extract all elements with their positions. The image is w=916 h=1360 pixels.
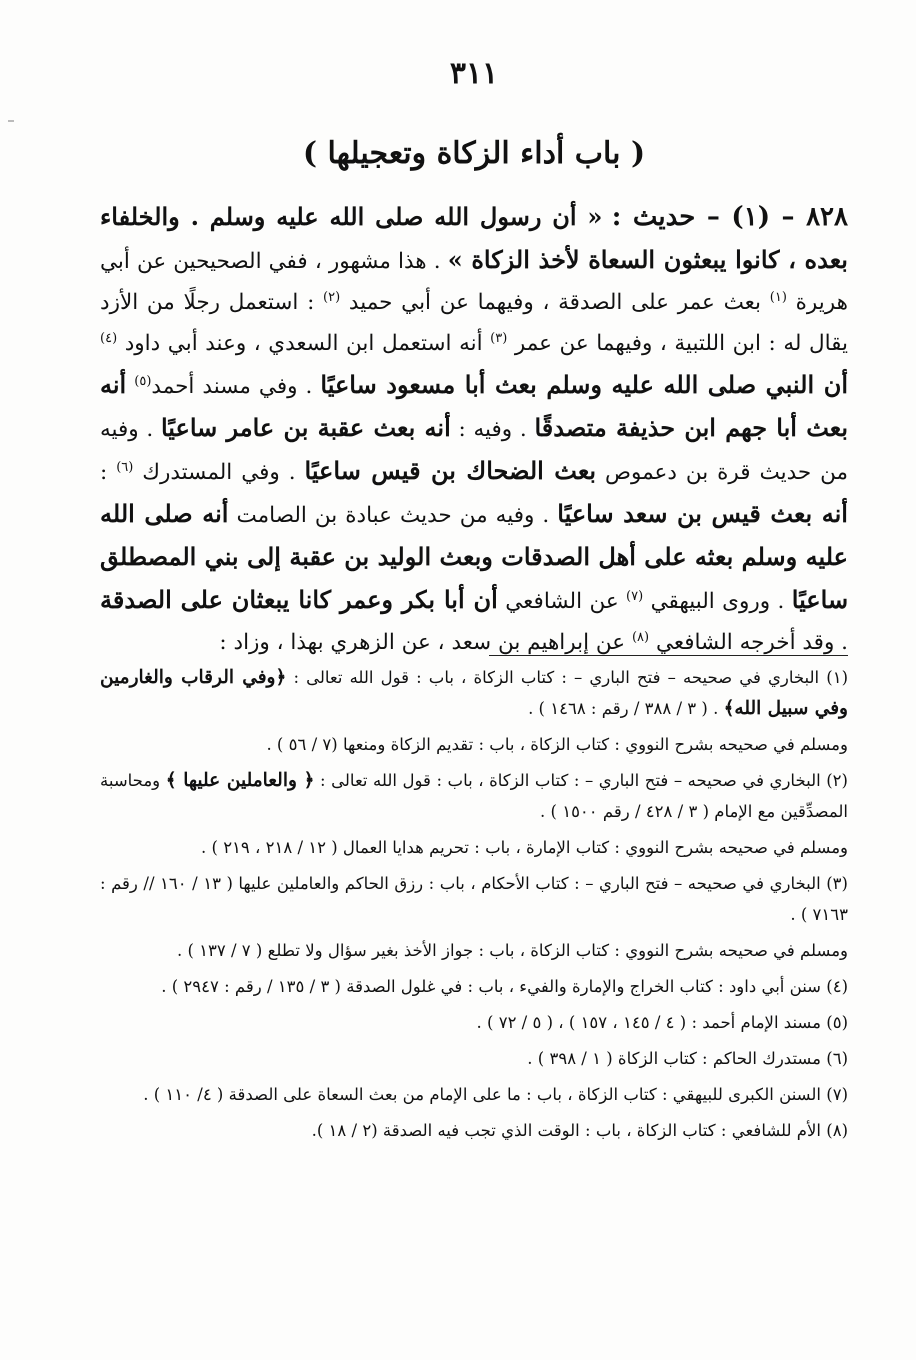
quran-quote: ﴿ والعاملين عليها ﴾ <box>165 770 315 791</box>
quran-quote: ﴿وفي الرقاب والغارمين وفي سبيل الله﴾ <box>100 667 848 719</box>
text-segment: . وفيه من حديث عبادة بن الصامت <box>236 503 550 528</box>
main-text <box>100 196 848 663</box>
page-number: ٣١١ <box>449 56 499 91</box>
hadith-paragraph <box>100 196 848 663</box>
text-segment: . هذا مشهور ، ففي الصحيحين عن أبي هريرة <box>100 249 848 315</box>
footnote-ref-2[interactable]: (٢) <box>323 289 341 305</box>
footnote-2-cont: ومسلم في صحيحه بشرح النووي : كتاب الإمارة ، باب : تحريم هدايا العمال ( ١٢ / ٢١٨ ، ٢١٩ ) . <box>201 838 848 857</box>
footnote-ref-7[interactable]: (٧) <box>626 588 644 604</box>
bold-quote: أن أبا بكر وعمر كانا يبعثان على الصدقة <box>100 585 498 614</box>
footnote-3-cont: ومسلم في صحيحه بشرح النووي : كتاب الزكاة ، باب : جواز الأخذ بغير سؤال ولا تطلع ( ٧ / ١٣٧ ) . <box>176 941 848 960</box>
footnote-5: (٥) مسند الإمام أحمد : ( ٤ / ١٤٥ ، ١٥٧ ) ، ( ٥ / ٧٢ ) . <box>476 1013 848 1032</box>
text-segment: . وفي مسند أحمد <box>151 374 313 399</box>
footnote-6: (٦) مستدرك الحاكم : كتاب الزكاة ( ١ / ٣٩٨ ) . <box>527 1049 848 1068</box>
footnote-divider <box>489 655 848 656</box>
bold-quote: أن النبي صلى الله عليه وسلم بعث أبا مسعود ساعيًا <box>320 370 848 399</box>
bold-quote: أنه بعث قيس بن سعد ساعيًا <box>557 499 848 528</box>
text-segment: عن الشافعي <box>505 589 619 614</box>
footnote-1-cont: ومسلم في صحيحه بشرح النووي : كتاب الزكاة ، باب : تقديم الزكاة ومنعها (٧ / ٥٦ ) . <box>266 735 848 754</box>
footnote-4: (٤) سنن أبي داود : كتاب الخراج والإمارة والفيء ، باب : في غلول الصدقة ( ٣ / ١٣٥ / رقم : ٢٩٤٧ ) . <box>161 977 848 996</box>
text-segment: بعث عمر على الصدقة ، وفيهما عن أبي حميد <box>348 290 762 315</box>
footnote-ref-1[interactable]: (١) <box>769 289 787 305</box>
footnote-text: (١) البخاري في صحيحه – فتح الباري – : كتاب الزكاة ، باب : قول الله تعالى : <box>293 668 848 687</box>
footnote-ref-6[interactable]: (٦) <box>116 459 134 475</box>
scan-speck <box>8 120 14 122</box>
footnote-ref-5[interactable]: (٥) <box>134 373 152 389</box>
text-segment: . وفيه : <box>458 417 527 442</box>
hadith-quote: « أن رسول الله صلى الله عليه وسلم . والخلفاء بعده ، كانوا يبعثون السعاة لأخذ الزكاة » <box>100 202 848 274</box>
text-segment: . وفيه من حديث قرة بن دعموص <box>100 417 848 485</box>
footnote-text: . ( ٣ / ٣٨٨ / رقم : ١٤٦٨ ) . <box>528 699 719 718</box>
footnotes <box>100 662 848 1151</box>
footnote-ref-3[interactable]: (٣) <box>490 330 508 346</box>
text-segment: عن إبراهيم بن سعد ، عن الزهري بهذا ، وزاد : <box>219 630 626 655</box>
footnote-1 <box>100 662 848 724</box>
book-page <box>100 0 848 1360</box>
text-segment: . وفي المستدرك <box>142 460 296 485</box>
text-segment: . وقد أخرجه الشافعي <box>655 630 848 655</box>
bold-quote: أنه بعث أبا جهم ابن حذيفة متصدقًا <box>100 370 849 442</box>
footnote-3: (٣) البخاري في صحيحه – فتح الباري – : كتاب الأحكام ، باب : رزق الحاكم والعاملين عليها ( ١٣ / ١٦٠ // رقم : ٧١٦٣ ) . <box>100 874 848 924</box>
text-segment: أنه استعمل ابن السعدي ، وعند أبي داود <box>124 331 483 356</box>
text-segment: . وروى البيهقي <box>650 589 785 614</box>
hadith-number: ٨٢٨ – (١) – حديث : <box>611 202 848 232</box>
chapter-title: ( باب أداء الزكاة وتعجيلها ) <box>302 136 646 171</box>
footnote-ref-8[interactable]: (٨) <box>631 629 650 645</box>
bold-quote: أنه صلى الله عليه وسلم بعثه على أهل الصدقات وبعث الوليد بن عقبة إلى بني المصطلق ساعيًا <box>100 499 849 614</box>
footnote-2 <box>100 765 848 827</box>
footnote-7: (٧) السنن الكبرى للبيهقي : كتاب الزكاة ، باب : ما على الإمام من بعث السعاة على الصدقة ( ٤/ ١١٠ ) . <box>143 1085 848 1104</box>
footnote-ref-4[interactable]: (٤) <box>100 330 118 346</box>
footnote-text: ومحاسبة المصدِّقين مع الإمام ( ٣ / ٤٢٨ / رقم ١٥٠٠ ) . <box>100 771 848 821</box>
bold-quote: بعث الضحاك بن قيس ساعيًا <box>304 456 597 485</box>
text-segment: : استعمل رجلًا من الأزد يقال له : ابن اللتبية ، وفيهما عن عمر <box>100 290 849 356</box>
bold-quote: أنه بعث عقبة بن عامر ساعيًا <box>160 413 451 442</box>
text-segment: : <box>100 460 108 485</box>
footnote-8: (٨) الأم للشافعي : كتاب الزكاة ، باب : الوقت الذي تجب فيه الصدقة (٢ / ١٨ ). <box>311 1121 848 1140</box>
footnote-text: (٢) البخاري في صحيحه – فتح الباري – : كتاب الزكاة ، باب : قول الله تعالى : <box>320 771 848 790</box>
